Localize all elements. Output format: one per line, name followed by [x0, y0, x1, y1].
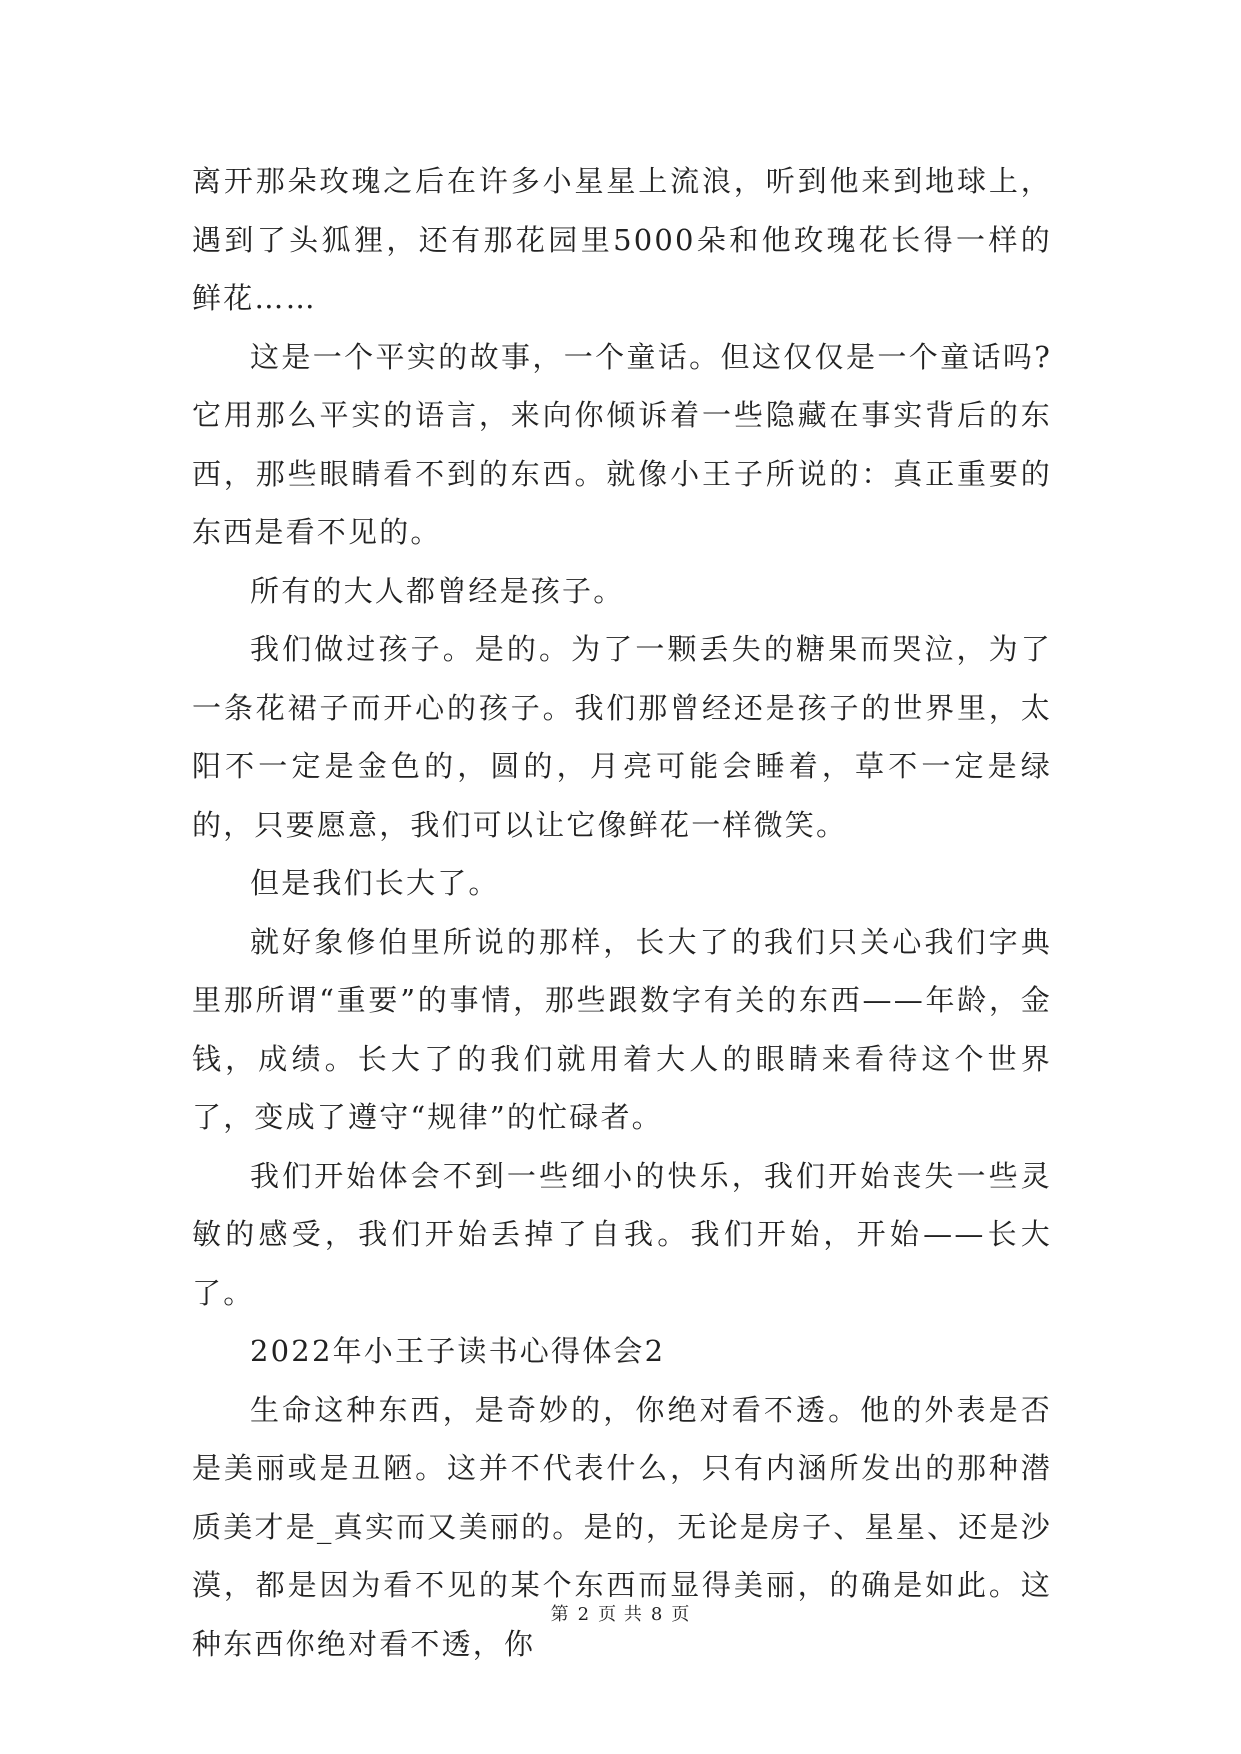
paragraph-8: 生命这种东西，是奇妙的，你绝对看不透。他的外表是否是美丽或是丑陋。这并不代表什么，只有内涵所发出的那种潜质美才是_真实而又美丽的。是的，无论是房子、星星、还是沙漠，都是因为看不见的某个东西而显得美丽，的确是如此。这种东西你绝对看不透，你 — [192, 1392, 1052, 1661]
paragraph-5: 但是我们长大了。 — [250, 866, 500, 900]
document-body — [192, 152, 1052, 1673]
paragraph-6: 就好象修伯里所说的那样，长大了的我们只关心我们字典里那所谓“重要”的事情，那些跟数字有关的东西——年龄，金钱，成绩。长大了的我们就用着大人的眼睛来看待这个世界了，变成了遵守“规律”的忙碌者。 — [192, 924, 1052, 1134]
footer-current-page: 2 — [577, 1604, 591, 1625]
paragraph-1: 离开那朵玫瑰之后在许多小星星上流浪，听到他来到地球上，遇到了头狐狸，还有那花园里5000朵和他玫瑰花长得一样的鲜花…… — [192, 164, 1052, 315]
paragraph-4: 我们做过孩子。是的。为了一颗丢失的糖果而哭泣，为了一条花裙子而开心的孩子。我们那曾经还是孩子的世界里，太阳不一定是金色的，圆的，月亮可能会睡着，草不一定是绿的，只要愿意，我们可以让它像鲜花一样微笑。 — [192, 632, 1052, 842]
paragraph-7: 我们开始体会不到一些细小的快乐，我们开始丧失一些灵敏的感受，我们开始丢掉了自我。我们开始，开始——长大了。 — [192, 1158, 1052, 1310]
page-footer — [0, 1600, 1241, 1626]
footer-middle: 页 共 — [598, 1604, 643, 1625]
section-heading: 2022年小王子读书心得体会2 — [250, 1334, 666, 1368]
footer-total-pages: 8 — [650, 1604, 664, 1625]
footer-suffix: 页 — [671, 1604, 691, 1625]
footer-prefix: 第 — [550, 1604, 570, 1625]
paragraph-2: 这是一个平实的故事，一个童话。但这仅仅是一个童话吗?它用那么平实的语言，来向你倾诉着一些隐藏在事实背后的东西，那些眼睛看不到的东西。就像小王子所说的：真正重要的东西是看不见的。 — [192, 339, 1052, 549]
paragraph-3: 所有的大人都曾经是孩子。 — [250, 573, 625, 608]
